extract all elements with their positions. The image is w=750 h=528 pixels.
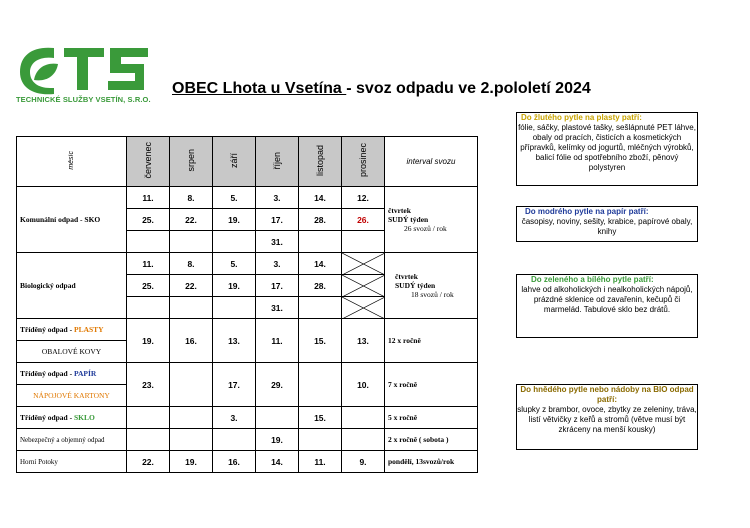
row-label-sklo: Tříděný odpad - SKLO [17, 407, 127, 429]
table-cell [299, 297, 342, 319]
table-cell: 26. [342, 209, 385, 231]
table-cell: 11. [127, 187, 170, 209]
table-cell: 5. [213, 253, 256, 275]
table-cell: 13. [213, 319, 256, 363]
crossed-cell [342, 253, 385, 275]
table-cell [342, 429, 385, 451]
schedule-table [16, 136, 478, 473]
table-cell [127, 407, 170, 429]
table-cell [299, 429, 342, 451]
row-label-plasty: Tříděný odpad - PLASTY [17, 319, 127, 341]
table-cell: 3. [213, 407, 256, 429]
table-cell: 29. [256, 363, 299, 407]
corner-label-cell: měsíc [17, 137, 127, 187]
table-cell: 13. [342, 319, 385, 363]
table-cell: 17. [256, 209, 299, 231]
table-cell: 25. [127, 275, 170, 297]
table-cell: 15. [299, 407, 342, 429]
table-cell: 8. [170, 187, 213, 209]
table-cell: 17. [256, 275, 299, 297]
page-title: OBEC Lhota u Vsetína - svoz odpadu ve 2.pololetí 2024 [172, 80, 591, 97]
table-cell: 28. [299, 209, 342, 231]
row-label-nebezpecny: Nebezpečný a objemný odpad [17, 429, 127, 451]
table-cell [213, 231, 256, 253]
table-cell: 11. [256, 319, 299, 363]
table-cell [299, 363, 342, 407]
table-cell [256, 407, 299, 429]
table-cell: 3. [256, 187, 299, 209]
table-cell [213, 297, 256, 319]
crossed-cell [342, 275, 385, 297]
table-cell [170, 407, 213, 429]
logo-company-name: TECHNICKÉ SLUŽBY VSETÍN, S.R.O. [16, 95, 151, 104]
row-label-papir: Tříděný odpad - PAPÍR [17, 363, 127, 385]
table-cell [170, 231, 213, 253]
info-box-plasty: Do žlutého pytle na plasty patří: fólie, sáčky, plastové tašky, sešlápnuté PET láhve, obaly od pracích, čisticích a kosmetických přípravků, kelímky od jogurtů, mléčných výrobků, balicí fólie od spotřebního zboží, pěnový polystyren [516, 112, 698, 186]
table-cell [127, 231, 170, 253]
table-cell: 19. [170, 451, 213, 473]
table-cell: 17. [213, 363, 256, 407]
interval-header: interval svozu [385, 137, 478, 187]
table-cell [170, 297, 213, 319]
table-cell: 9. [342, 451, 385, 473]
table-cell [170, 363, 213, 407]
month-header: listopad [299, 137, 342, 187]
info-box-bio: Do hnědého pytle nebo nádoby na BIO odpad patří: slupky z brambor, ovoce, zbytky ze zeleniny, tráva, listí větvičky z keřů a stromů (větve musí být zkráceny na menší kousky) [516, 384, 698, 450]
table-cell: 31. [256, 297, 299, 319]
table-cell: 14. [299, 187, 342, 209]
interval-horni: pondělí, 13svozů/rok [385, 451, 478, 473]
table-cell: 19. [213, 275, 256, 297]
table-cell [127, 297, 170, 319]
table-cell: 22. [170, 209, 213, 231]
table-cell: 12. [342, 187, 385, 209]
table-cell: 8. [170, 253, 213, 275]
table-cell: 28. [299, 275, 342, 297]
table-cell [127, 429, 170, 451]
table-cell: 15. [299, 319, 342, 363]
row-label-horni: Horní Potoky [17, 451, 127, 473]
table-cell [170, 429, 213, 451]
table-cell: 22. [170, 275, 213, 297]
month-header: červenec [127, 137, 170, 187]
interval-papir: 7 x ročně [385, 363, 478, 407]
interval-bio: čtvrtek SUDÝ týden 18 svozů / rok [385, 253, 478, 319]
month-header: srpen [170, 137, 213, 187]
month-header: říjen [256, 137, 299, 187]
table-cell: 11. [299, 451, 342, 473]
row-label-komunal: Komunální odpad - SKO [17, 187, 127, 253]
table-cell [299, 231, 342, 253]
table-cell: 5. [213, 187, 256, 209]
table-cell: 19. [127, 319, 170, 363]
table-cell: 23. [127, 363, 170, 407]
table-cell: 10. [342, 363, 385, 407]
table-cell: 11. [127, 253, 170, 275]
table-cell: 25. [127, 209, 170, 231]
table-cell: 14. [299, 253, 342, 275]
table-cell [342, 231, 385, 253]
month-header: prosinec [342, 137, 385, 187]
row-sublabel-kartony: NÁPOJOVÉ KARTONY [17, 385, 127, 407]
row-sublabel-kovy: OBALOVÉ KOVY [17, 341, 127, 363]
table-cell: 19. [256, 429, 299, 451]
table-cell: 14. [256, 451, 299, 473]
table-cell: 31. [256, 231, 299, 253]
interval-sklo: 5 x ročně [385, 407, 478, 429]
table-cell: 3. [256, 253, 299, 275]
info-box-sklo: Do zeleného a bílého pytle patří: lahve od alkoholických i nealkoholických nápojů, prázdné sklenice od zavařenin, kečupů či marmelád. Tabulové sklo bez drátů. [516, 274, 698, 338]
crossed-cell [342, 297, 385, 319]
table-cell: 22. [127, 451, 170, 473]
info-box-papir: Do modrého pytle na papír patří: časopisy, noviny, sešity, krabice, papírové obaly, knihy [516, 206, 698, 242]
row-label-bio: Biologický odpad [17, 253, 127, 319]
table-cell: 19. [213, 209, 256, 231]
table-cell [213, 429, 256, 451]
interval-komunal: čtvrtek SUDÝ týden 26 svozů / rok [385, 187, 478, 253]
interval-nebezpecny: 2 x ročně ( sobota ) [385, 429, 478, 451]
table-cell [342, 407, 385, 429]
interval-plasty: 12 x ročně [385, 319, 478, 363]
table-cell: 16. [170, 319, 213, 363]
month-header: září [213, 137, 256, 187]
table-cell: 16. [213, 451, 256, 473]
